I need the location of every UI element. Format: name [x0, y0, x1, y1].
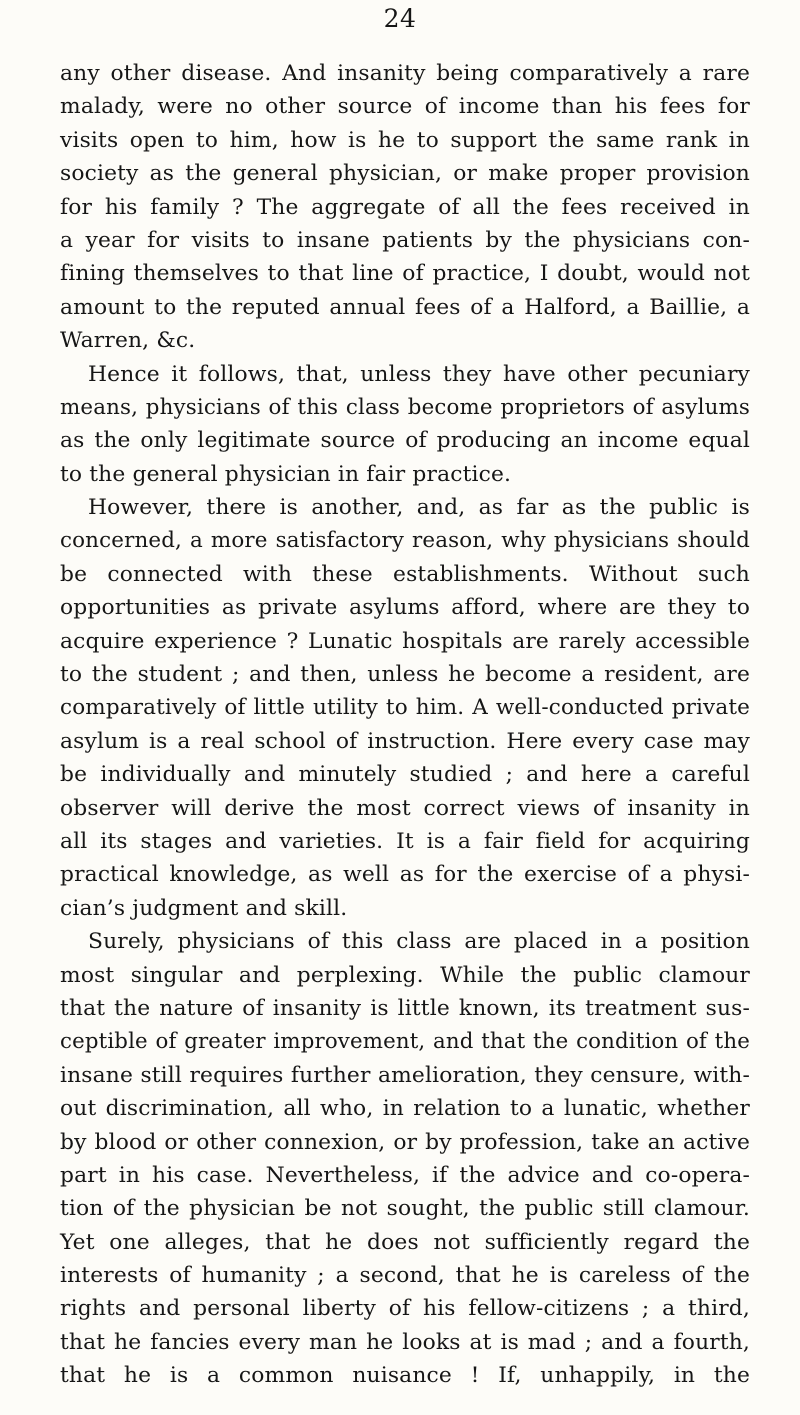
text-line: be connected with these establishments. Without such: [60, 561, 750, 587]
text-line: part in his case. Nevertheless, if the advice and co-opera-: [60, 1162, 750, 1188]
text-line: tion of the physician be not sought, the public still clamour.: [60, 1196, 750, 1222]
text-line: opportunities as private asylums afford, where are they to: [60, 595, 750, 621]
text-line: for his family ? The aggregate of all the fees received in: [60, 194, 750, 220]
text-line: visits open to him, how is he to support the same rank in: [60, 127, 750, 153]
text-line: society as the general physician, or make proper provision: [60, 161, 750, 187]
text-line: a year for visits to insane patients by the physicians con-: [60, 227, 750, 253]
text-line: to the general physician in fair practice.: [60, 461, 512, 487]
text-line: means, physicians of this class become proprietors of asylums: [60, 394, 750, 420]
text-line: asylum is a real school of instruction. Here every case may: [60, 728, 750, 754]
text-line: comparatively of little utility to him. A well-conducted private: [60, 695, 750, 721]
text-line: that the nature of insanity is little known, its treatment sus-: [60, 995, 750, 1021]
text-line: to the student ; and then, unless he become a resident, are: [60, 662, 750, 688]
text-line: cian’s judgment and skill.: [60, 895, 348, 921]
text-line: amount to the reputed annual fees of a Halford, a Baillie, a: [60, 294, 750, 320]
text-line: Yet one alleges, that he does not sufficiently regard the: [60, 1229, 750, 1255]
page-number: 24: [383, 4, 417, 33]
text-line: that he is a common nuisance ! If, unhappily, in the: [60, 1363, 750, 1389]
text-line: insane still requires further amelioration, they censure, with-: [60, 1062, 750, 1088]
text-line: as the only legitimate source of producing an income equal: [60, 428, 750, 454]
text-line: rights and personal liberty of his fellow-citizens ; a third,: [60, 1296, 750, 1322]
text-line: all its stages and varieties. It is a fair field for acquiring: [60, 828, 750, 854]
text-line: any other disease. And insanity being comparatively a rare: [60, 61, 750, 86]
text-line: that he fancies every man he looks at is mad ; and a fourth,: [60, 1329, 750, 1355]
text-line: Warren, &c.: [60, 328, 196, 354]
text-line: acquire experience ? Lunatic hospitals are rarely accessible: [60, 628, 750, 654]
text-line: be individually and minutely studied ; and here a careful: [60, 762, 750, 788]
text-line: out discrimination, all who, in relation to a lunatic, whether: [60, 1096, 750, 1122]
text-line: Hence it follows, that, unless they have other pecuniary: [88, 361, 750, 387]
text-line: by blood or other connexion, or by profession, take an active: [60, 1129, 750, 1155]
text-line: most singular and perplexing. While the public clamour: [60, 962, 750, 988]
text-line: fining themselves to that line of practice, I doubt, would not: [60, 261, 750, 287]
text-line: ceptible of greater improvement, and that the condition of the: [60, 1029, 750, 1055]
text-line: interests of humanity ; a second, that he is careless of the: [60, 1263, 750, 1289]
text-line: observer will derive the most correct views of insanity in: [60, 795, 750, 821]
text-line: malady, were no other source of income than his fees for: [60, 94, 750, 120]
text-line: practical knowledge, as well as for the exercise of a physi-: [60, 862, 750, 888]
page-body-text: [60, 57, 750, 1393]
text-line: Surely, physicians of this class are placed in a position: [88, 929, 750, 955]
text-line: concerned, a more satisfactory reason, why physicians should: [60, 528, 750, 554]
text-line: However, there is another, and, as far as the public is: [88, 495, 750, 521]
